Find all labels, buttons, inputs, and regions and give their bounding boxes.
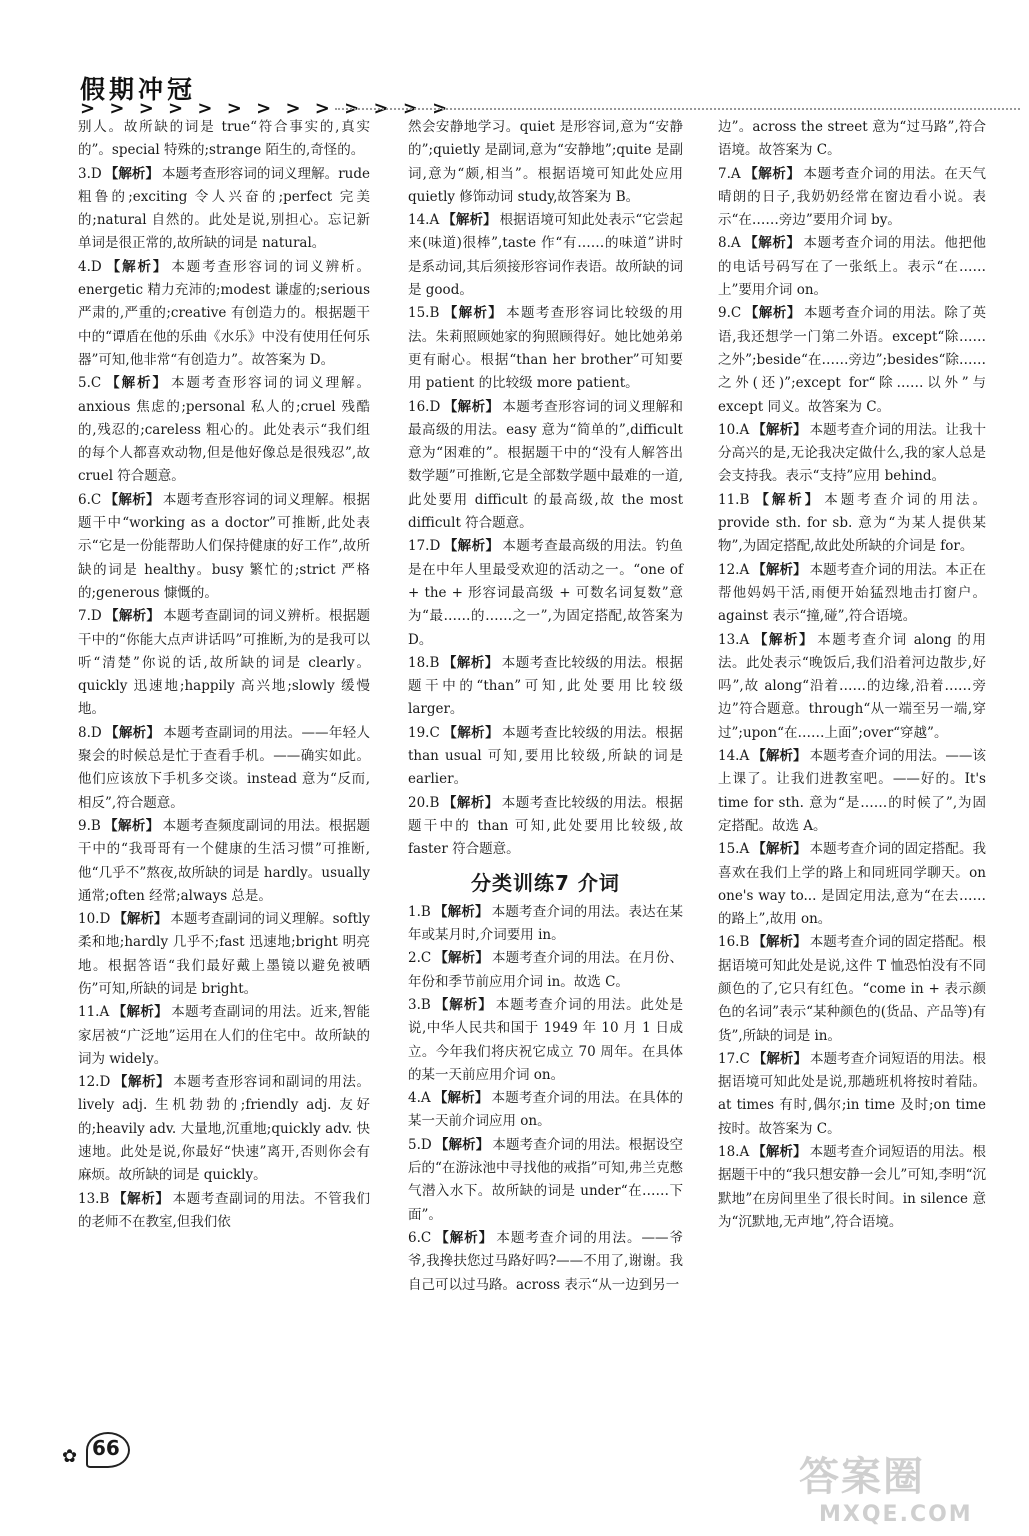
answer-text: 本题考查形容词的词义理解。rude 粗鲁的;exciting 令人兴奋的;perfect 完美的;natural 自然的。此处是说,别担心。忘记新单词是很正常的,故所缺的词是 natural。 <box>78 165 371 252</box>
answer-number: 12.A <box>718 561 750 578</box>
answer-text: 本题考查介词的用法。表达在某年或某月时,介词要用 in。 <box>408 903 684 944</box>
ant-mascot-icon: ✿ <box>62 1446 78 1467</box>
answer-entry <box>78 1071 370 1187</box>
analysis-tag: 【解析】 <box>104 375 169 392</box>
answer-text: 本题考查形容词和副词的用法。lively adj. 生机勃勃的;friendly adj. 友好的;heavily adv. 大量地,沉重地;quickly adv. 快速地。此处是说,你最好“快速”离开,否则你会有麻烦。故所缺的词是 quickly。 <box>78 1074 371 1184</box>
answer-text: 本题考查介词的用法。在具体的某一天前介词应用 on。 <box>408 1090 684 1130</box>
answer-text: 边”。across the street 意为“过马路”,符合语境。故答案为 C。 <box>718 119 986 159</box>
answer-entry <box>718 232 986 302</box>
answer-entry <box>408 1087 683 1134</box>
answer-entry <box>718 629 986 745</box>
answer-entry <box>408 722 683 792</box>
analysis-tag: 【解析】 <box>112 1004 169 1021</box>
analysis-tag: 【解析】 <box>113 1074 171 1091</box>
watermark <box>799 1445 999 1530</box>
analysis-tag: 【解析】 <box>752 1050 808 1067</box>
answer-text: 本题考查频度副词的用法。根据题干中的“我哥哥有一个健康的生活习惯”可推断,他“几乎不”熬夜,故所缺的词是 hardly。usually 通常;often 经常;always 总是。 <box>78 817 371 904</box>
answer-text: 本题考查最高级的用法。钓鱼是在中年人里最受欢迎的活动之一。“one of + the + 形容词最高级 + 可数名词复数”意为“最……的……之一”,为固定搭配,故答案为 D。 <box>408 538 684 648</box>
analysis-tag: 【解析】 <box>752 561 807 578</box>
analysis-tag: 【解析】 <box>743 235 801 252</box>
answer-number: 11.A <box>78 1004 110 1021</box>
answer-entry <box>718 489 986 559</box>
answer-number: 4.A <box>408 1090 431 1107</box>
analysis-tag: 【解析】 <box>744 305 801 322</box>
answer-number: 10.D <box>78 911 111 928</box>
answer-text: 本题考查形容词的词义理解和最高级的用法。easy 意为“简单的”,difficult 意为“困难的”。根据题干中的“没有人解答出数学题”可推断,它是全部数学题中最难的一道,此处要用 difficult 的最高级,故 the most difficult 符合题意。 <box>408 398 684 532</box>
answer-number: 15.B <box>408 305 440 322</box>
answer-entry <box>718 931 986 1047</box>
answer-number: 3.B <box>408 996 431 1013</box>
answer-entry <box>718 163 986 233</box>
answer-entry <box>718 302 986 418</box>
answer-number: 1.B <box>408 903 431 920</box>
answer-number: 17.D <box>408 538 441 555</box>
answer-entry <box>78 372 370 488</box>
analysis-tag: 【解析】 <box>434 950 489 967</box>
page-number: 66 <box>92 1436 120 1460</box>
answer-entry <box>408 302 683 395</box>
analysis-tag: 【解析】 <box>752 631 815 648</box>
answer-entry <box>408 535 683 651</box>
answer-text: 本题考查副词的词义辨析。根据题干中的“你能大点声讲话吗”可推断,为的是我可以听“清楚”你说的话,故所缺的词是 clearly。quickly 迅速地;happily 高兴地;slowly 缓慢地。 <box>78 608 371 718</box>
answer-text: 本题考查比较级的用法。根据题干中的“than”可知,此处要用比较级 larger。 <box>408 654 684 718</box>
answer-number: 14.A <box>408 212 440 229</box>
analysis-tag: 【解析】 <box>112 1190 170 1207</box>
answer-number: 9.C <box>718 305 742 322</box>
answer-text: 别人。故所缺的词是 true“符合事实的,真实的”。special 特殊的;strange 陌生的,奇怪的。 <box>78 119 370 159</box>
analysis-tag: 【解析】 <box>433 903 489 920</box>
answer-text: 本题考查形容词比较级的用法。朱莉照顾她家的狗照顾得好。她比她弟弟更有耐心。根据“than her brother”可知要用 patient 的比较级 more patient。 <box>408 305 684 392</box>
analysis-tag: 【解析】 <box>104 724 161 741</box>
answer-number: 5.C <box>78 375 102 392</box>
analysis-tag: 【解析】 <box>442 724 500 741</box>
answer-entry <box>408 396 683 536</box>
analysis-tag: 【解析】 <box>113 911 168 928</box>
answer-entry <box>408 947 683 994</box>
answer-entry <box>718 559 986 629</box>
analysis-tag: 【解析】 <box>752 934 807 951</box>
answer-number: 5.D <box>408 1136 432 1153</box>
analysis-tag: 【解析】 <box>433 1090 489 1107</box>
answer-entry <box>408 116 683 209</box>
answer-number: 17.C <box>718 1050 750 1067</box>
analysis-tag: 【解析】 <box>104 258 169 275</box>
answer-text: 本题考查介词的用法。本正在帮他妈妈干活,雨便开始猛烈地击打窗户。against 表示“撞,碰”,符合语境。 <box>718 561 987 625</box>
analysis-tag: 【解析】 <box>743 165 801 182</box>
answer-number: 16.D <box>408 398 441 415</box>
analysis-tag: 【解析】 <box>443 398 500 415</box>
answer-text: 本题考查介词短语的用法。根据题干中的“我只想安静一会儿”可知,李明“沉默地”在房间里坐了很长时间。in silence 意为“沉默地,无声地”,符合语境。 <box>718 1144 987 1230</box>
analysis-tag: 【解析】 <box>104 608 161 625</box>
answer-text: 本题考查形容词的词义理解。根据题干中“working as a doctor”可推断,此处表示“它是一份能帮助人们保持健康的好工作”,故所缺的词是 healthy。busy 繁忙的;strict 严格的;generous 慷慨的。 <box>78 491 371 601</box>
answer-number: 11.B <box>718 491 750 508</box>
answer-entry <box>718 1141 986 1234</box>
answer-number: 9.B <box>78 817 101 834</box>
answer-text: 本题考查介词短语的用法。根据语境可知此处是说,那趟班机将按时着陆。at times 有时,偶尔;in time 及时;on time 按时。故答案为 C。 <box>718 1050 987 1137</box>
answer-text: 本题考查比较级的用法。根据 than usual 可知,要用比较级,所缺的词是 earlier。 <box>408 724 684 788</box>
brand-title: 假期冲冠 <box>80 75 197 104</box>
answer-entry <box>718 116 986 163</box>
answer-text: 本题考查介词的固定搭配。我喜欢在我们上学的路上和同班同学聊天。on one's way to... 是固定用法,意为“在去……的路上”,故用 on。 <box>718 841 987 928</box>
page-number-badge <box>62 1432 142 1472</box>
watermark-url: MXQE.COM <box>819 1502 973 1527</box>
answer-number: 2.C <box>408 950 432 967</box>
answer-text: 本题考查介词的用法。provide sth. for sb. 意为“为某人提供某物”,为固定搭配,故此处所缺的介词是 for。 <box>718 491 987 555</box>
analysis-tag: 【解析】 <box>442 212 497 229</box>
answer-text: 本题考查介词的用法。根据设空后的“在游泳池中寻找他的戒指”可知,弗兰克憋气潜入水下。故所缺的词是 under“在……下面”。 <box>408 1136 684 1223</box>
answer-number: 16.B <box>718 934 750 951</box>
answer-entry <box>408 1134 683 1227</box>
answer-text: 本题考查形容词的词义辨析。energetic 精力充沛的;modest 谦虚的;serious 严肃的,严重的;creative 有创造力的。根据题干中的“谭盾在他的乐曲《水乐》中没有使用任何乐器”可知,他非常“有创造力”。故答案为 D。 <box>78 258 371 368</box>
answer-text: 本题考查介词的用法。让我十分高兴的是,无论我决定做什么,我的家人总是会支持我。表示“支持”应用 behind。 <box>718 421 987 485</box>
answer-entry <box>718 745 986 838</box>
analysis-tag: 【解析】 <box>104 491 160 508</box>
answer-entry <box>718 838 986 931</box>
answer-entry <box>78 722 370 815</box>
header-divider <box>335 108 1020 110</box>
answer-entry <box>78 256 370 372</box>
watermark-text: 答案圈 <box>799 1454 925 1500</box>
answer-number: 15.A <box>718 841 750 858</box>
answer-entry <box>78 605 370 721</box>
answer-text: 本题考查介词的用法。在月份、年份和季节前应用介词 in。故选 C。 <box>408 950 684 990</box>
answer-entry <box>408 1227 683 1297</box>
answer-entry <box>78 116 370 163</box>
answer-number: 10.A <box>718 421 750 438</box>
column-right <box>718 116 986 1234</box>
answer-entry <box>78 489 370 605</box>
analysis-tag: 【解析】 <box>752 748 807 765</box>
column-middle <box>408 116 683 1297</box>
analysis-tag: 【解析】 <box>443 538 500 555</box>
answer-text: 本题考查副词的用法。近来,智能家居被“广泛地”运用在人们的住宅中。故所缺的词为 widely。 <box>78 1004 371 1067</box>
answer-number: 13.B <box>78 1190 110 1207</box>
column-middle-top <box>408 116 683 862</box>
answer-entry <box>408 652 683 722</box>
answer-text: 本题考查介词的用法。——爷爷,我搀扶您过马路好吗?——不用了,谢谢。我自己可以过马路。across 表示“从一边到另一 <box>408 1229 684 1293</box>
answer-number: 14.A <box>718 748 750 765</box>
column-middle-bottom <box>408 901 683 1297</box>
answer-text: 本题考查比较级的用法。根据题干中的 than 可知,此处要用比较级,故 faster 符合题意。 <box>408 794 684 858</box>
answer-entry <box>718 1048 986 1141</box>
answer-entry <box>78 815 370 908</box>
answer-number: 12.D <box>78 1074 111 1091</box>
answer-text: 本题考查副词的用法。不管我们的老师不在教室,但我们依 <box>78 1190 371 1230</box>
answer-entry <box>78 908 370 1001</box>
column-left <box>78 116 370 1234</box>
answer-number: 7.D <box>78 608 102 625</box>
answer-text: 本题考查介词 along 的用法。此处表示“晚饭后,我们沿着河边散步,好吗”,故 along“沿着……的边缘,沿着……旁边”符合题意。through“从一端至另一端,穿过”;upon“在……上面”;over“穿越”。 <box>718 631 987 741</box>
answer-entry <box>718 419 986 489</box>
page-header <box>70 70 1020 119</box>
analysis-tag: 【解析】 <box>752 841 807 858</box>
answer-entry <box>408 792 683 862</box>
answer-text: 本题考查介词的用法。此处是说,中华人民共和国于 1949 年 10 月 1 日成立。今年我们将庆祝它成立 70 周年。在具体的某一天前应用介词 on。 <box>408 996 684 1083</box>
analysis-tag: 【解析】 <box>752 421 807 438</box>
analysis-tag: 【解析】 <box>752 1144 807 1161</box>
analysis-tag: 【解析】 <box>103 817 160 834</box>
answer-number: 19.C <box>408 724 440 741</box>
answer-text: 根据语境可知此处表示“它尝起来(味道)很棒”,taste 作“有……的味道”讲时是系动词,其后须接形容词作表语。故所缺的词是 good。 <box>408 212 684 299</box>
answer-number: 8.D <box>78 724 102 741</box>
answer-entry <box>78 1001 370 1071</box>
answer-entry <box>78 163 370 256</box>
analysis-tag: 【解析】 <box>752 491 822 508</box>
answer-number: 3.D <box>78 165 102 182</box>
answer-entry <box>78 1188 370 1235</box>
answer-text: 本题考查副词的用法。——年轻人聚会的时候总是忙于查看手机。——确实如此。他们应该放下手机多交谈。instead 意为“反而,相反”,符合题意。 <box>78 724 371 811</box>
answer-number: 7.A <box>718 165 741 182</box>
answer-number: 13.A <box>718 631 750 648</box>
answer-number: 18.A <box>718 1144 750 1161</box>
answer-number: 18.B <box>408 654 440 671</box>
answer-number: 6.C <box>408 1229 432 1246</box>
answer-number: 6.C <box>78 491 102 508</box>
section-title: 分类训练7 介词 <box>471 870 620 895</box>
analysis-tag: 【解析】 <box>104 165 159 182</box>
answer-text: 本题考查介词的用法。在天气晴朗的日子,我奶奶经常在窗边看小说。表示“在……旁边”要用介词 by。 <box>718 165 987 229</box>
answer-text: 本题考查介词的用法。——该上课了。让我们进教室吧。——好的。It's time for sth. 意为“是……的时候了”,为固定搭配。故选 A。 <box>718 748 987 834</box>
analysis-tag: 【解析】 <box>434 1136 490 1153</box>
answer-entry <box>408 901 683 948</box>
answer-entry <box>408 209 683 302</box>
answer-text: 本题考查介词的用法。他把他的电话号码写在了一张纸上。表示“在……上”要用介词 on。 <box>718 235 987 299</box>
analysis-tag: 【解析】 <box>442 305 504 322</box>
answer-number: 20.B <box>408 794 440 811</box>
answer-entry <box>408 994 683 1087</box>
analysis-tag: 【解析】 <box>442 654 499 671</box>
answer-text: 本题考查形容词的词义理解。anxious 焦虑的;personal 私人的;cruel 残酷的,残忍的;careless 粗心的。此处表示“我们组的每个人都喜欢动物,但是他好像总是很残忍”,故 cruel 符合题意。 <box>78 375 371 485</box>
answer-text: 然会安静地学习。quiet 是形容词,意为“安静的”;quietly 是副词,意为“安静地”;quite 是副词,意为“颇,相当”。根据语境可知此处应用 quietly 修饰动词 study,故答案为 B。 <box>408 119 683 205</box>
answer-number: 4.D <box>78 258 102 275</box>
answer-text: 本题考查副词的词义理解。softly 柔和地;hardly 几乎不;fast 迅速地;bright 明亮地。根据答语“我们最好戴上墨镜以避免被晒伤”可知,所缺的词是 bright。 <box>78 911 371 997</box>
answer-text: 本题考查介词的固定搭配。根据语境可知此处是说,这件 T 恤恐怕没有不同颜色的了,它只有红色。“come in + 表示颜色的名词”表示“某种颜色的(货品、产品等)有货”,所缺的词是 in。 <box>718 934 987 1044</box>
answer-number: 8.A <box>718 235 741 252</box>
analysis-tag: 【解析】 <box>442 794 499 811</box>
chevron-decoration: > > > > > > > > > > > > > <box>80 98 452 119</box>
analysis-tag: 【解析】 <box>433 996 493 1013</box>
analysis-tag: 【解析】 <box>434 1229 494 1246</box>
answer-text: 本题考查介词的用法。除了英语,我还想学一门第二外语。except“除……之外”;beside“在……旁边”;besides“除……之外(还)”;except for“除……以外”与 except 同义。故答案为 C。 <box>718 305 987 415</box>
